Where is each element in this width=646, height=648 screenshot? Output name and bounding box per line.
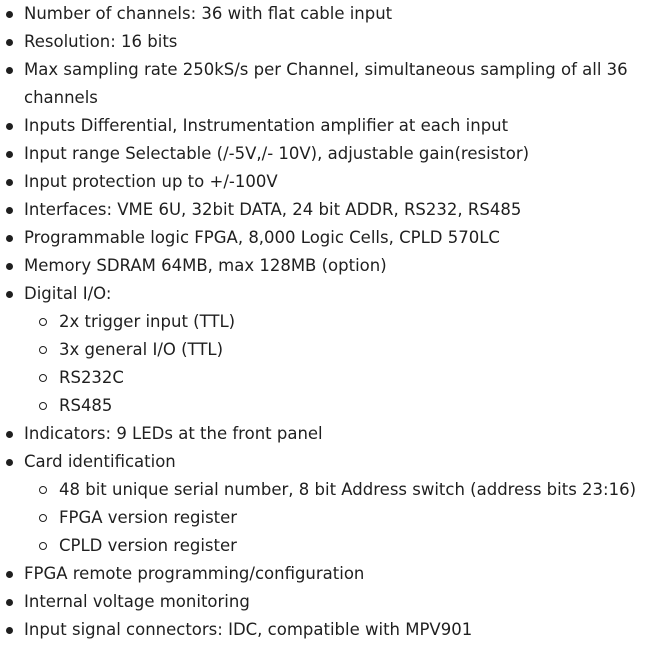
list-item-text: Resolution: 16 bits bbox=[24, 32, 178, 51]
list-item bbox=[0, 588, 646, 616]
list-item bbox=[0, 280, 646, 308]
list-item bbox=[0, 0, 646, 28]
list-item-text: FPGA remote programming/configuration bbox=[24, 564, 365, 583]
sub-list-item-text: CPLD version register bbox=[59, 536, 237, 555]
bullet-icon bbox=[6, 627, 13, 634]
bullet-icon bbox=[6, 207, 13, 214]
list-item-text: Card identification bbox=[24, 452, 176, 471]
bullet-icon bbox=[6, 571, 13, 578]
list-item bbox=[0, 28, 646, 56]
list-item bbox=[0, 224, 646, 252]
list-item bbox=[0, 252, 646, 280]
sub-list-item bbox=[0, 504, 646, 532]
list-item-text: Max sampling rate 250kS/s per Channel, simultaneous sampling of all 36 channels bbox=[24, 60, 628, 107]
list-item-text: Memory SDRAM 64MB, max 128MB (option) bbox=[24, 256, 387, 275]
sub-list-container bbox=[0, 308, 646, 420]
sub-list bbox=[0, 476, 646, 560]
sub-list-item bbox=[0, 532, 646, 560]
sub-list-item bbox=[0, 336, 646, 364]
bullet-icon bbox=[6, 263, 13, 270]
bullet-icon bbox=[6, 599, 13, 606]
list-item bbox=[0, 140, 646, 168]
bullet-icon bbox=[6, 123, 13, 130]
sub-list-item-text: 2x trigger input (TTL) bbox=[59, 312, 236, 331]
hollow-bullet-icon bbox=[39, 542, 47, 550]
list-item-text: Input protection up to +/-100V bbox=[24, 172, 278, 191]
sub-list-item bbox=[0, 364, 646, 392]
hollow-bullet-icon bbox=[39, 486, 47, 494]
sub-list-item bbox=[0, 392, 646, 420]
bullet-icon bbox=[6, 291, 13, 298]
sub-list bbox=[0, 308, 646, 420]
sub-list-container bbox=[0, 476, 646, 560]
hollow-bullet-icon bbox=[39, 374, 47, 382]
list-item-text: Interfaces: VME 6U, 32bit DATA, 24 bit ADDR, RS232, RS485 bbox=[24, 200, 522, 219]
list-item bbox=[0, 56, 634, 112]
sub-list-item-text: FPGA version register bbox=[59, 508, 238, 527]
sub-list-item-text: RS485 bbox=[59, 396, 113, 415]
hollow-bullet-icon bbox=[39, 402, 47, 410]
list-item-text: Indicators: 9 LEDs at the front panel bbox=[24, 424, 323, 443]
sub-list-item-text: 3x general I/O (TTL) bbox=[59, 340, 224, 359]
hollow-bullet-icon bbox=[39, 318, 47, 326]
hollow-bullet-icon bbox=[39, 514, 47, 522]
bullet-icon bbox=[6, 151, 13, 158]
bullet-icon bbox=[6, 67, 13, 74]
list-item bbox=[0, 448, 646, 476]
bullet-icon bbox=[6, 11, 13, 18]
bullet-icon bbox=[6, 431, 13, 438]
list-item bbox=[0, 420, 646, 448]
sub-list-item-text: RS232C bbox=[59, 368, 124, 387]
list-item bbox=[0, 112, 646, 140]
list-item bbox=[0, 168, 646, 196]
bullet-icon bbox=[6, 179, 13, 186]
list-item-text: Inputs Differential, Instrumentation amplifier at each input bbox=[24, 116, 509, 135]
sub-list-item bbox=[0, 308, 646, 336]
list-item-text: Number of channels: 36 with flat cable input bbox=[24, 4, 393, 23]
sub-list-item-text: 48 bit unique serial number, 8 bit Address switch (address bits 23:16) bbox=[59, 480, 637, 499]
list-item bbox=[0, 616, 646, 644]
list-item-text: Input range Selectable (/-5V,/- 10V), adjustable gain(resistor) bbox=[24, 144, 530, 163]
hollow-bullet-icon bbox=[39, 346, 47, 354]
list-item-text: Internal voltage monitoring bbox=[24, 592, 250, 611]
list-item bbox=[0, 196, 646, 224]
list-item-text: Digital I/O: bbox=[24, 284, 112, 303]
sub-list-item bbox=[0, 476, 646, 504]
list-item-text: Programmable logic FPGA, 8,000 Logic Cells, CPLD 570LC bbox=[24, 228, 500, 247]
bullet-icon bbox=[6, 39, 13, 46]
bullet-icon bbox=[6, 235, 13, 242]
list-item-text: Input signal connectors: IDC, compatible with MPV901 bbox=[24, 620, 473, 639]
list-item bbox=[0, 560, 646, 588]
bullet-icon bbox=[6, 459, 13, 466]
